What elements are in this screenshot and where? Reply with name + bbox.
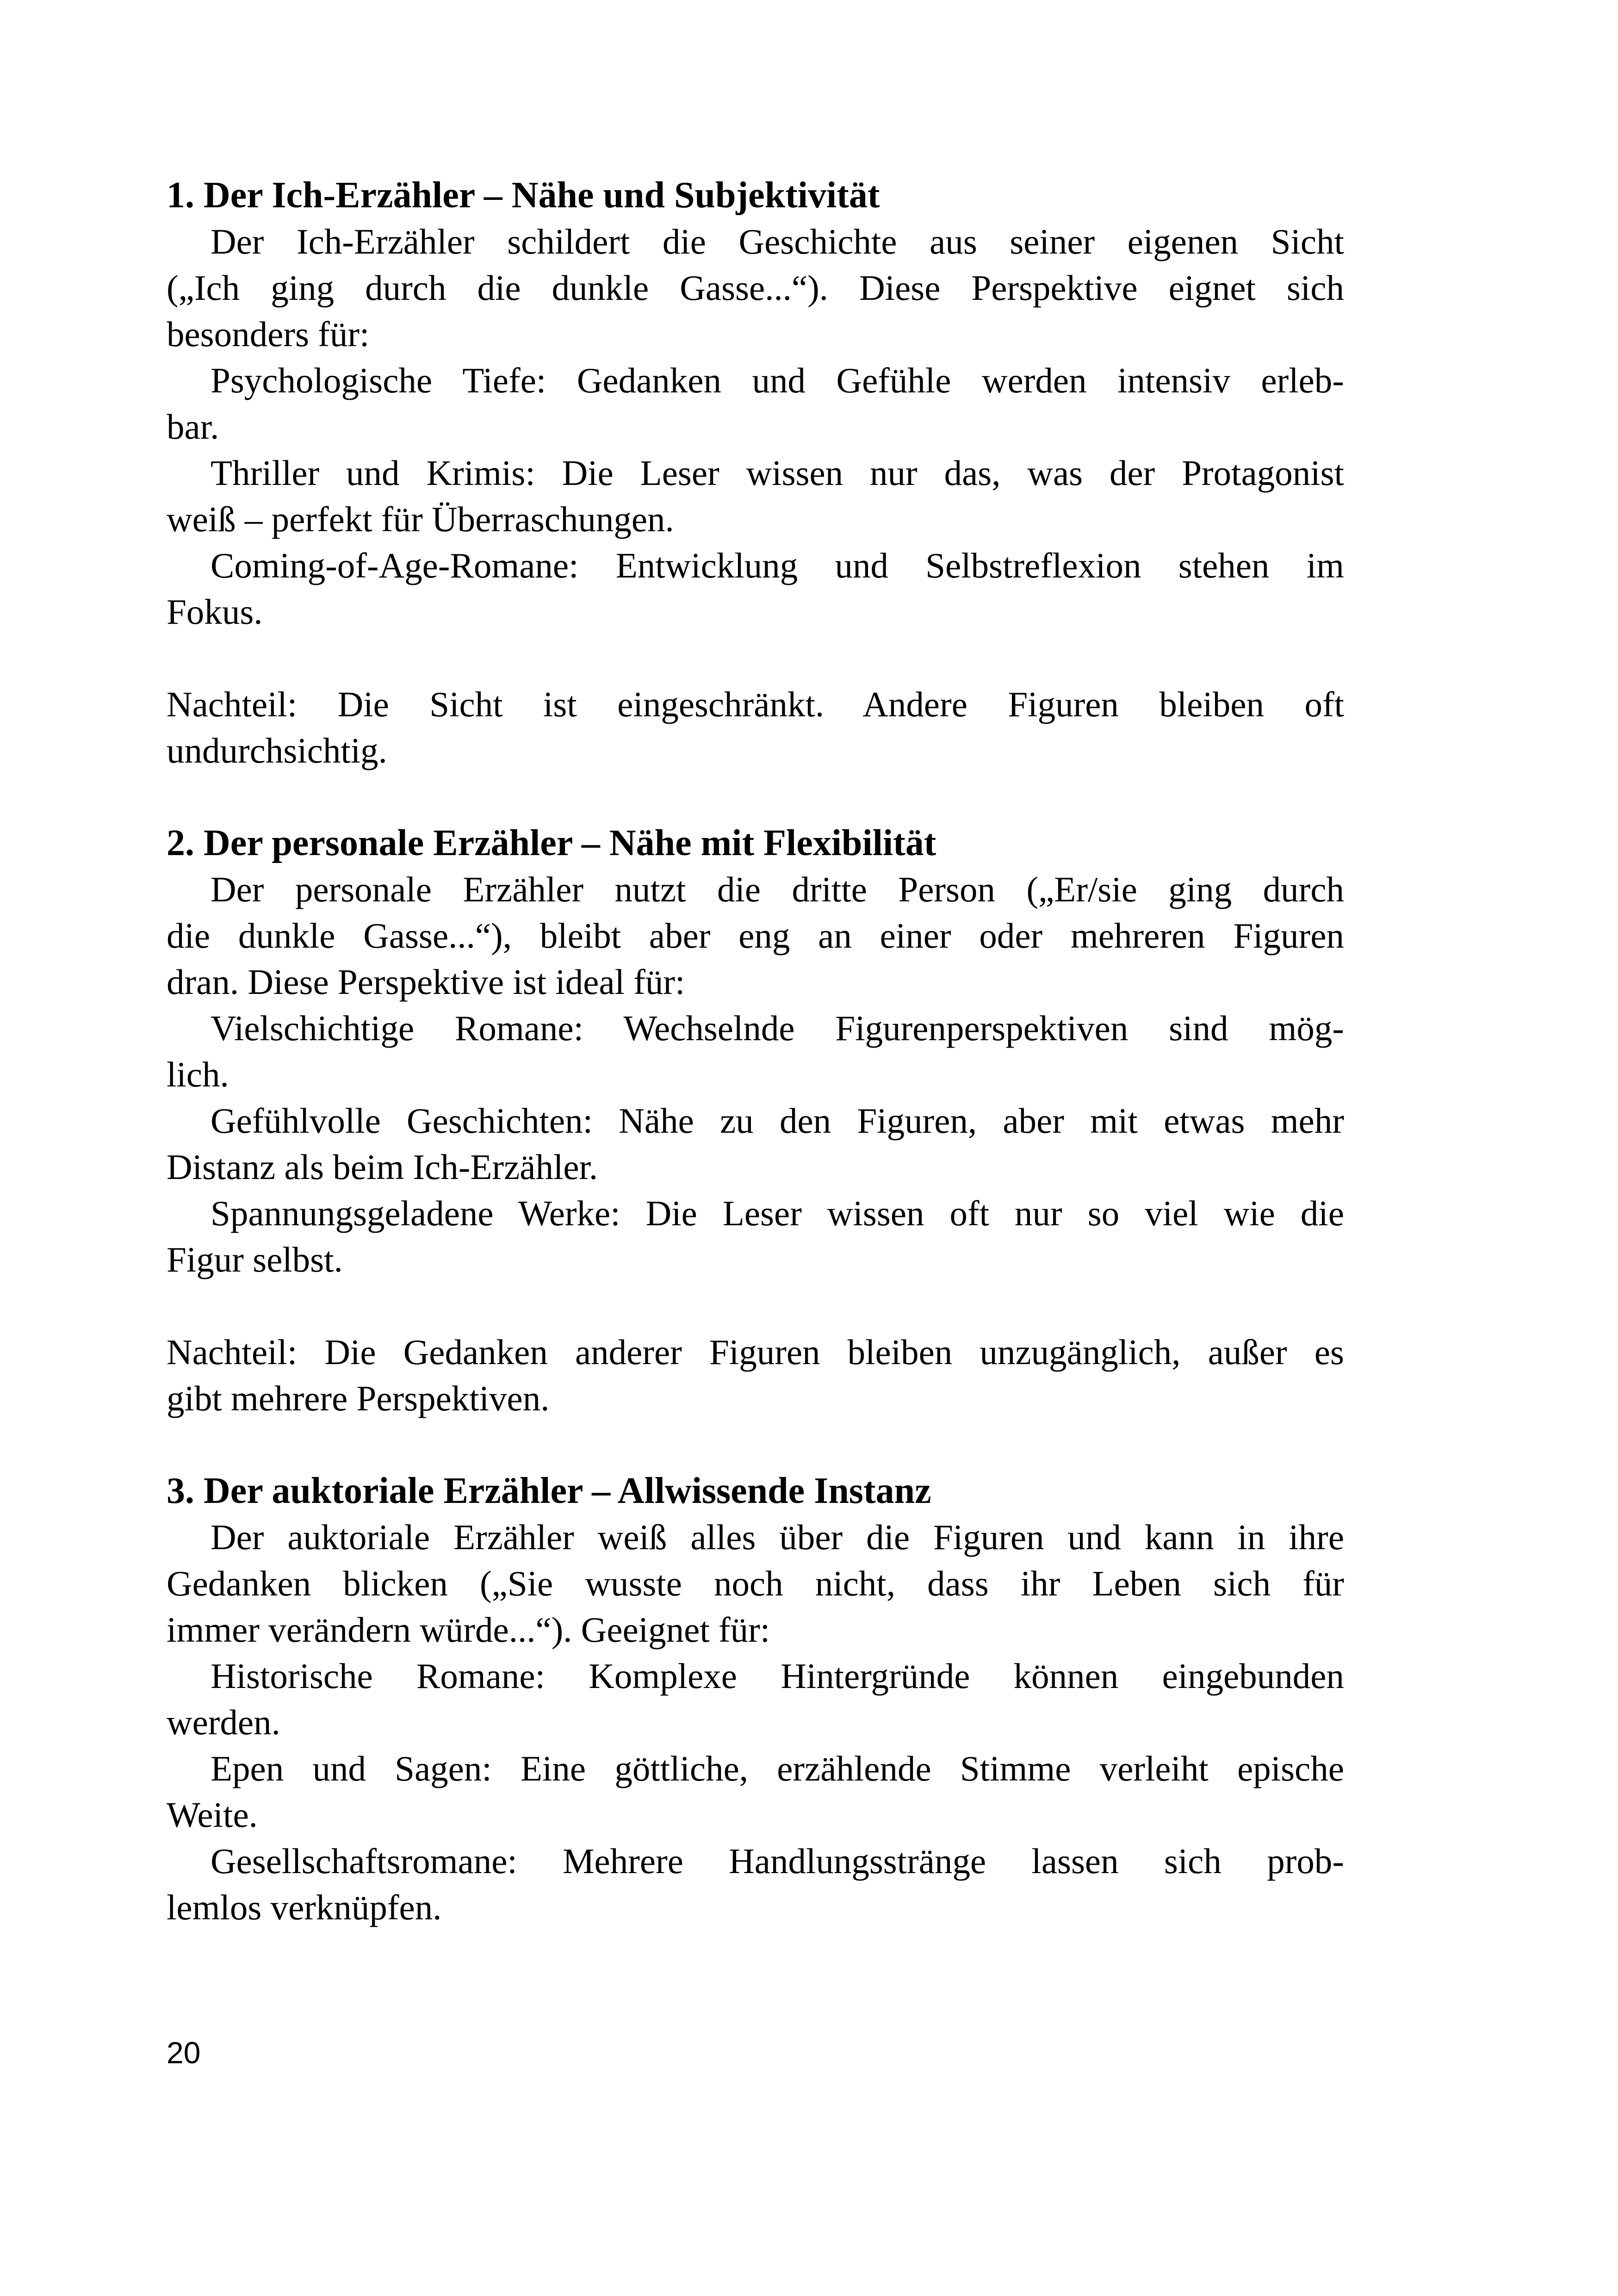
paragraph: [167, 357, 1344, 450]
text-line: Coming-of-Age-Romane: Entwicklung und Selbstreflexion stehen im: [211, 546, 1344, 585]
paragraph: [167, 1190, 1344, 1283]
text-line: lich.: [167, 1055, 229, 1094]
text-line: Gedanken blicken („Sie wusste noch nicht, dass ihr Leben sich für: [167, 1564, 1344, 1603]
paragraph: [167, 1005, 1344, 1098]
text-line: Figur selbst.: [167, 1240, 343, 1279]
text-line: („Ich ging durch die dunkle Gasse...“). Diese Perspektive eignet sich: [167, 268, 1344, 308]
paragraph: [167, 1745, 1344, 1838]
text-line: Der personale Erzähler nutzt die dritte Person („Er/sie ging durch: [211, 869, 1344, 909]
paragraph: [167, 1653, 1344, 1745]
text-line: undurchsichtig.: [167, 731, 387, 770]
text-line: besonders für:: [167, 314, 370, 354]
text-block: [167, 172, 1344, 1930]
paragraph: [167, 218, 1344, 357]
text-line: Gefühlvolle Geschichten: Nähe zu den Figuren, aber mit etwas mehr: [211, 1101, 1344, 1141]
paragraph: [167, 1329, 1344, 1421]
section-heading: 1. Der Ich-Erzähler – Nähe und Subjektivität: [167, 175, 880, 216]
paragraph: [167, 866, 1344, 1005]
paragraph: [167, 542, 1344, 635]
text-line: bar.: [167, 407, 219, 447]
page-number: 20: [167, 2035, 201, 2070]
text-line: Nachteil: Die Gedanken anderer Figuren bleiben unzugänglich, außer es: [167, 1332, 1344, 1372]
text-line: Gesellschaftsromane: Mehrere Handlungsstränge lassen sich prob-: [211, 1841, 1344, 1881]
text-line: Epen und Sagen: Eine göttliche, erzählende Stimme verleiht epische: [211, 1749, 1344, 1788]
text-line: die dunkle Gasse...“), bleibt aber eng an einer oder mehreren Figuren: [167, 916, 1344, 956]
section-heading: 2. Der personale Erzähler – Nähe mit Flexibilität: [167, 823, 936, 863]
text-line: gibt mehrere Perspektiven.: [167, 1378, 550, 1418]
paragraph: [167, 681, 1344, 774]
text-line: Spannungsgeladene Werke: Die Leser wissen oft nur so viel wie die: [211, 1193, 1344, 1233]
text-line: Psychologische Tiefe: Gedanken und Gefühle werden intensiv erleb-: [211, 360, 1344, 400]
text-line: lemlos verknüpfen.: [167, 1887, 442, 1927]
text-line: Der auktoriale Erzähler weiß alles über die Figuren und kann in ihre: [211, 1517, 1344, 1557]
text-line: Fokus.: [167, 592, 263, 632]
paragraph: [167, 450, 1344, 542]
text-line: dran. Diese Perspektive ist ideal für:: [167, 962, 685, 1002]
text-line: immer verändern würde...“). Geeignet für:: [167, 1610, 770, 1650]
paragraph: [167, 1838, 1344, 1930]
text-line: Weite.: [167, 1795, 258, 1835]
section-heading: 3. Der auktoriale Erzähler – Allwissende Instanz: [167, 1471, 931, 1511]
paragraph: [167, 1098, 1344, 1190]
text-line: weiß – perfekt für Überraschungen.: [167, 499, 674, 539]
text-line: Der Ich-Erzähler schildert die Geschichte aus seiner eigenen Sicht: [211, 222, 1344, 261]
text-line: Historische Romane: Komplexe Hintergründe können eingebunden: [211, 1656, 1344, 1696]
text-line: werden.: [167, 1702, 280, 1742]
paragraph: [167, 1514, 1344, 1653]
text-line: Nachteil: Die Sicht ist eingeschränkt. Andere Figuren bleiben oft: [167, 684, 1344, 724]
text-line: Distanz als beim Ich-Erzähler.: [167, 1147, 598, 1187]
text-line: Vielschichtige Romane: Wechselnde Figurenperspektiven sind mög-: [211, 1008, 1344, 1048]
text-line: Thriller und Krimis: Die Leser wissen nur das, was der Protagonist: [211, 453, 1344, 493]
